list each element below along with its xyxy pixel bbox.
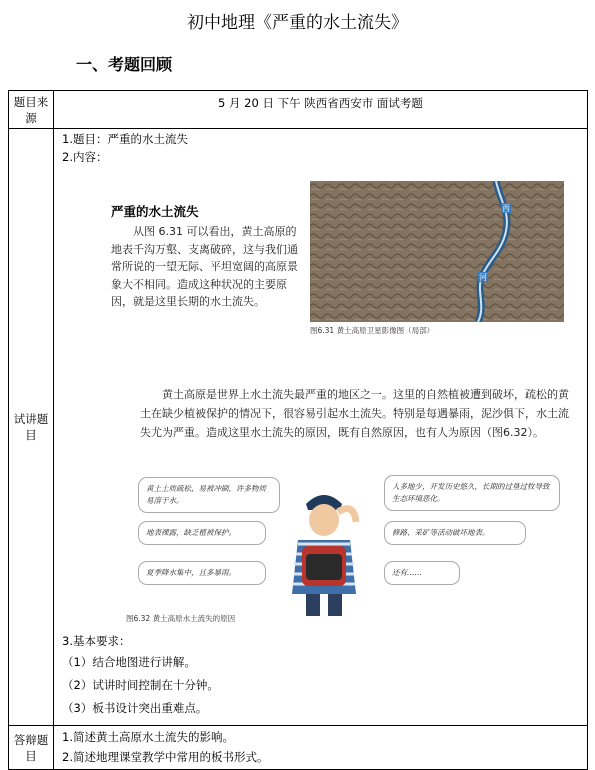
cause-bubble-2: 地表裸露，缺乏植被保护。 <box>138 521 266 545</box>
river-label-2: 河 <box>479 273 487 282</box>
satellite-image <box>310 181 564 322</box>
defense-question-2: 2.简述地理课堂教学中常用的板书形式。 <box>62 750 269 764</box>
section-title: 一、考题回顾 <box>76 55 173 74</box>
defense-question-1: 1.简述黄土高原水土流失的影响。 <box>62 730 234 744</box>
cause-bubble-6: 还有…… <box>384 561 460 585</box>
cause-bubble-5: 修路、采矿等活动破坏地表。 <box>384 521 526 545</box>
exam-table <box>8 90 588 770</box>
topic-title: 1.题目：严重的水土流失 <box>62 132 188 146</box>
table-row-source <box>9 91 588 129</box>
requirement-3: （3）板书设计突出重难点。 <box>62 701 208 715</box>
excerpt-title: 严重的水土流失 <box>111 204 199 219</box>
row-label-topic: 试讲题目 <box>9 129 54 726</box>
topic-content-cell <box>54 129 588 726</box>
defense-cell <box>54 726 588 770</box>
row-label-source: 题目来源 <box>9 91 54 129</box>
figure-6-31-caption: 图6.31 黄土高原卫星影像图（局部） <box>310 326 435 335</box>
requirements-title: 3.基本要求： <box>62 634 131 648</box>
table-row-defense <box>9 726 588 770</box>
page-title: 初中地理《严重的水土流失》 <box>187 13 408 33</box>
content-label: 2.内容： <box>62 150 108 164</box>
student-illustration <box>276 482 372 616</box>
figure-6-32-caption: 图6.32 黄土高原水土流失的原因 <box>126 614 236 623</box>
excerpt-paragraph-1: 从图 6.31 可以看出，黄土高原的地表千沟万壑、支离破碎，这与我们通常所说的一望无际、平坦宽阔的高原景象大不相同。造成这种状况的主要原因，就是这里长期的水土流失。 <box>111 225 298 309</box>
requirement-2: （2）试讲时间控制在十分钟。 <box>62 678 219 692</box>
row-label-defense: 答辩题目 <box>9 726 54 770</box>
cause-bubble-3: 夏季降水集中，且多暴雨。 <box>138 561 266 585</box>
excerpt-paragraph-2: 黄土高原是世界上水土流失最严重的地区之一。这里的自然植被遭到破坏，疏松的黄土在缺少植被保护的情况下，很容易引起水土流失。特别是每遇暴雨，泥沙俱下，水土流失尤为严重。造成这里水土流失的原因，既有自然原因，也有人为原因（图6.32）。 <box>140 388 569 439</box>
cause-bubble-4: 人多地少，开发历史悠久，长期的过垦过牧导致生态环境恶化。 <box>384 475 560 511</box>
table-row-topic <box>9 129 588 726</box>
source-value: 5 月 20 日 下午 陕西省西安市 面试考题 <box>54 91 588 129</box>
cause-bubble-1: 黄土土质疏松，易被冲刷，许多物质易溶于水。 <box>138 477 280 513</box>
river-label-1: 西 <box>502 204 510 213</box>
requirement-1: （1）结合地图进行讲解。 <box>62 655 196 669</box>
